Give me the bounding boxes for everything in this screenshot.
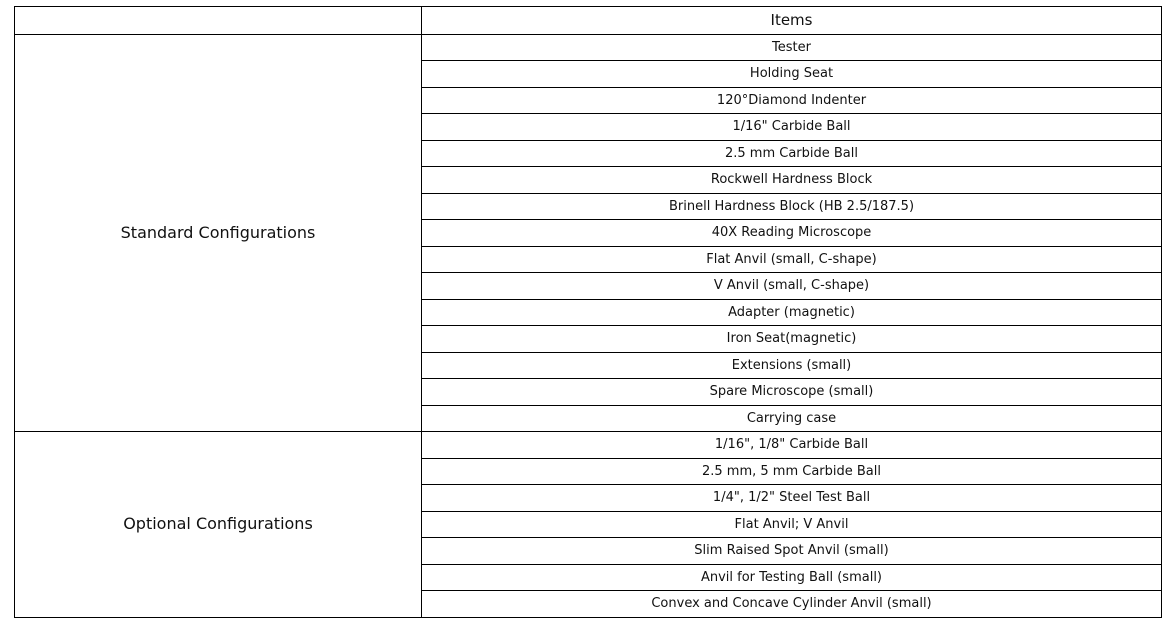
item-cell: Flat Anvil; V Anvil bbox=[422, 511, 1162, 538]
item-cell: Flat Anvil (small, C-shape) bbox=[422, 246, 1162, 273]
header-row bbox=[15, 7, 1162, 35]
item-cell: Carrying case bbox=[422, 405, 1162, 432]
item-cell: Spare Microscope (small) bbox=[422, 379, 1162, 406]
header-items-cell: Items bbox=[422, 7, 1162, 35]
table-row bbox=[15, 34, 1162, 61]
table-row bbox=[15, 432, 1162, 459]
item-cell: 120°Diamond Indenter bbox=[422, 87, 1162, 114]
item-cell: Slim Raised Spot Anvil (small) bbox=[422, 538, 1162, 565]
item-cell: Iron Seat(magnetic) bbox=[422, 326, 1162, 353]
item-cell: Extensions (small) bbox=[422, 352, 1162, 379]
group-standard-configurations: Standard Configurations bbox=[15, 34, 422, 432]
item-cell: Rockwell Hardness Block bbox=[422, 167, 1162, 194]
item-cell: 40X Reading Microscope bbox=[422, 220, 1162, 247]
configuration-table-body bbox=[15, 7, 1162, 618]
item-cell: V Anvil (small, C-shape) bbox=[422, 273, 1162, 300]
item-cell: 1/16", 1/8" Carbide Ball bbox=[422, 432, 1162, 459]
group-optional-configurations: Optional Configurations bbox=[15, 432, 422, 618]
header-left-cell bbox=[15, 7, 422, 35]
configuration-table bbox=[14, 6, 1162, 618]
item-cell: 1/16" Carbide Ball bbox=[422, 114, 1162, 141]
item-cell: Holding Seat bbox=[422, 61, 1162, 88]
item-cell: Tester bbox=[422, 34, 1162, 61]
item-cell: 1/4", 1/2" Steel Test Ball bbox=[422, 485, 1162, 512]
item-cell: Convex and Concave Cylinder Anvil (small) bbox=[422, 591, 1162, 618]
item-cell: Brinell Hardness Block (HB 2.5/187.5) bbox=[422, 193, 1162, 220]
item-cell: Adapter (magnetic) bbox=[422, 299, 1162, 326]
item-cell: 2.5 mm Carbide Ball bbox=[422, 140, 1162, 167]
item-cell: 2.5 mm, 5 mm Carbide Ball bbox=[422, 458, 1162, 485]
item-cell: Anvil for Testing Ball (small) bbox=[422, 564, 1162, 591]
